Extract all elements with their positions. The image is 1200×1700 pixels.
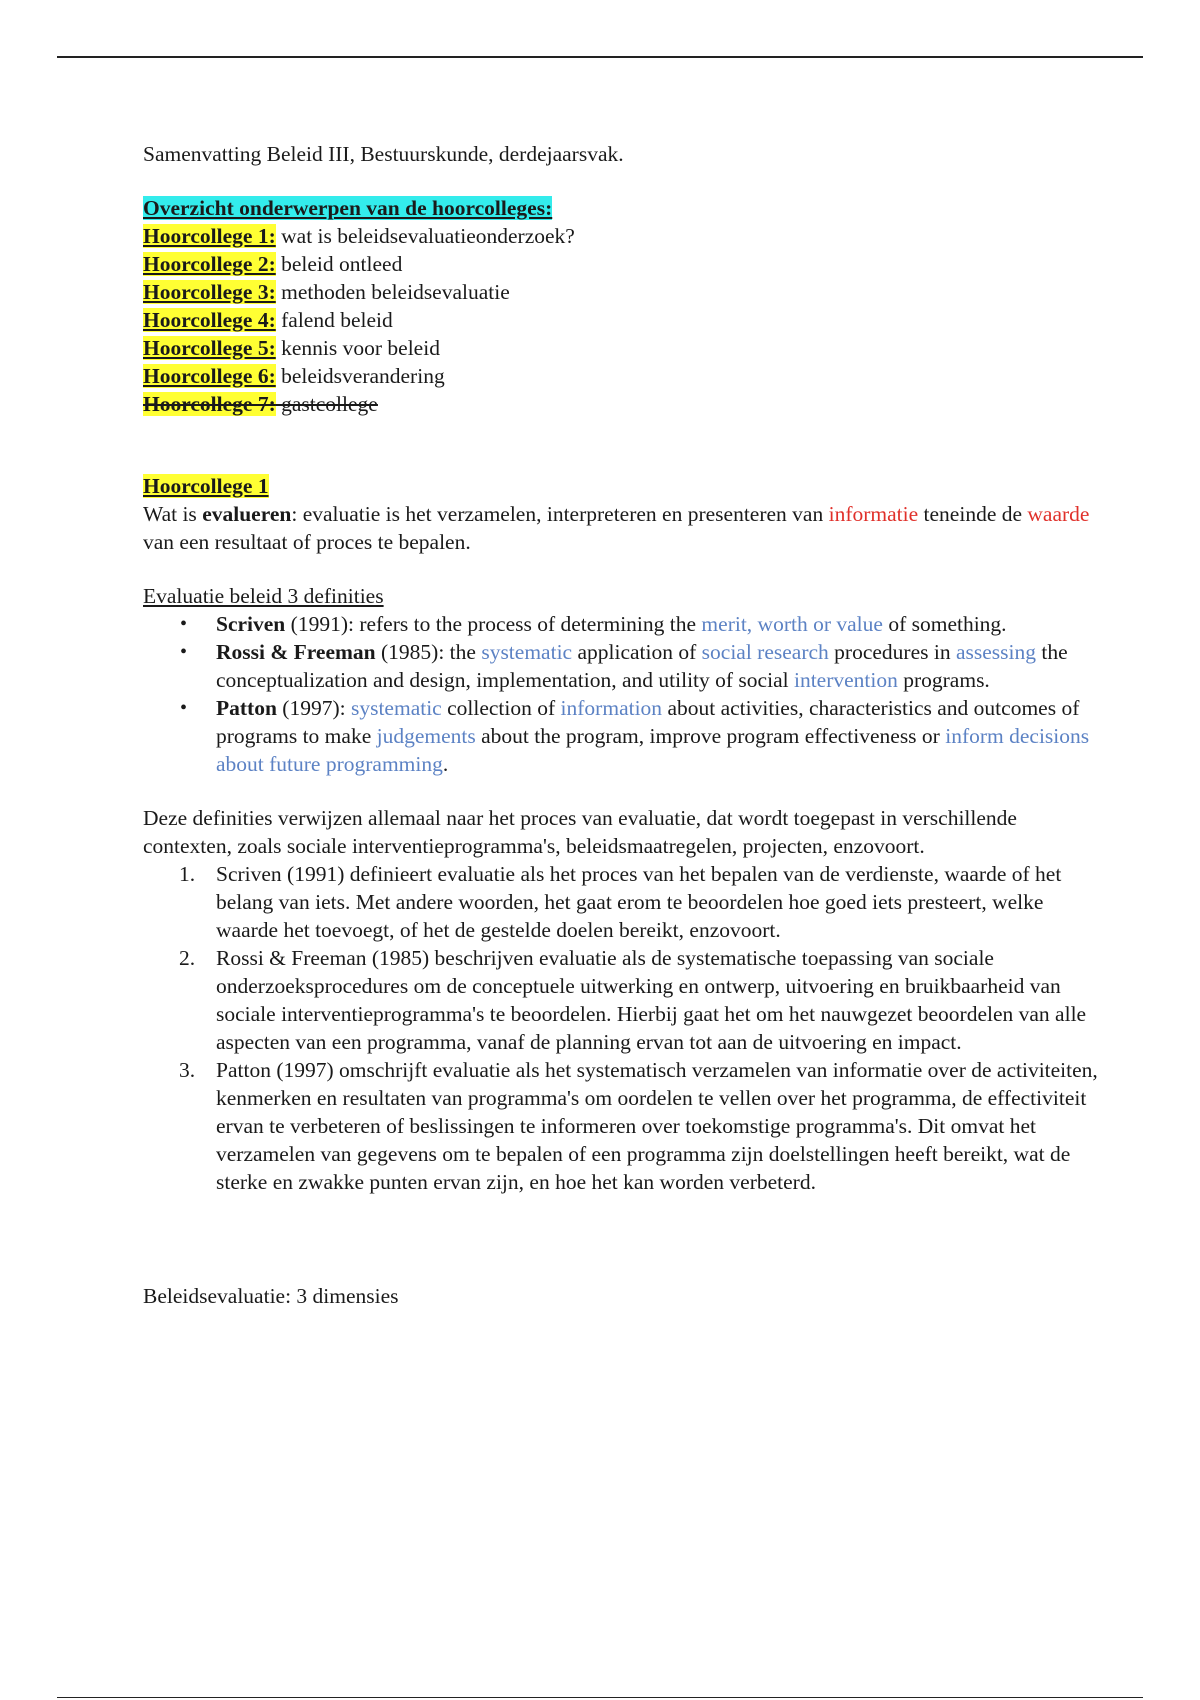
overview-item xyxy=(143,250,1103,278)
overview-item-text: wat is beleidsevaluatieonderzoek? xyxy=(275,224,575,248)
overview-item-label: Hoorcollege 1: xyxy=(143,224,276,248)
list-item-text: Rossi & Freeman (1985) beschrijven evaluatie als de systematische toepassing van sociale onderzoeksprocedures om de conceptuele uitwerking en ontwerp, uitvoering en bruikbaarheid van sociale interventieprogramma's te beoordelen. Hierbij gaat het om het nauwgezet beoordelen van alle aspecten van een programma, vanaf de planning ervan tot aan de uitvoering en impact. xyxy=(216,946,1087,1054)
def-text: procedures in xyxy=(828,640,956,664)
overview-item xyxy=(143,362,1103,390)
document-body xyxy=(143,140,1103,1310)
overview-item-text: beleidsverandering xyxy=(275,364,445,388)
definitions-heading-text: Evaluatie beleid 3 definities xyxy=(143,584,384,608)
definitions-heading xyxy=(143,582,1103,610)
overview-item xyxy=(143,334,1103,362)
list-number: 1. xyxy=(179,862,196,886)
overview-item-label: Hoorcollege 6: xyxy=(143,364,276,388)
overview-item-text: gastcollege xyxy=(275,392,378,416)
def-text: van een resultaat of proces te bepalen. xyxy=(143,530,471,554)
lecture1-heading xyxy=(143,472,1103,500)
list-item xyxy=(143,694,1103,778)
overview-item-text: methoden beleidsevaluatie xyxy=(275,280,510,304)
def-keyword: systematic xyxy=(350,696,442,720)
overview-item-text: beleid ontleed xyxy=(275,252,403,276)
overview-item-struck xyxy=(143,390,1103,418)
def-text: application of xyxy=(572,640,702,664)
overview-item-label: Hoorcollege 5: xyxy=(143,336,276,360)
dimensions-heading: Beleidsevaluatie: 3 dimensies xyxy=(143,1284,399,1308)
def-keyword: assessing xyxy=(955,640,1036,664)
def-keyword: information xyxy=(560,696,663,720)
author-name: Scriven xyxy=(216,612,286,636)
bottom-rule xyxy=(57,1697,1143,1698)
overview-item xyxy=(143,306,1103,334)
def-term: evalueren xyxy=(202,502,292,526)
definitions-list xyxy=(143,610,1103,778)
overview-item-label: Hoorcollege 4: xyxy=(143,308,276,332)
def-keyword: merit, worth or value xyxy=(701,612,883,636)
def-keyword: inform decisions about future programming xyxy=(216,724,1090,776)
def-text: the conceptualization and design, implementation, and utility of social xyxy=(216,640,1068,692)
def-keyword: systematic xyxy=(481,640,573,664)
overview-item xyxy=(143,222,1103,250)
list-item-text: Patton (1997) omschrijft evaluatie als het systematisch verzamelen van informatie over de activiteiten, kenmerken en resultaten van programma's om oordelen te vellen over het programma, de effectiviteit ervan te verbeteren of beslissingen te informeren over toekomstige programma's. Dit omvat het verzamelen van gegevens om te bepalen of een programma zijn doelstellingen heeft bereikt, wat de sterke en zwakke punten ervan zijn, en hoe het kan worden verbeterd. xyxy=(216,1058,1098,1194)
list-item-text: Scriven (1991) definieert evaluatie als het proces van het bepalen van de verdienste, waarde of het belang van iets. Met andere woorden, het gaat erom te beoordelen hoe goed iets presteert, welke waarde het toevoegt, of het de gestelde doelen bereikt, enzovoort. xyxy=(216,862,1062,942)
list-item xyxy=(143,944,1103,1056)
author-name: Patton xyxy=(216,696,277,720)
def-prefix: Wat is xyxy=(143,502,203,526)
def-keyword: informatie xyxy=(828,502,919,526)
def-text: (1985): the xyxy=(375,640,482,664)
overview-item-text: kennis voor beleid xyxy=(275,336,440,360)
top-rule xyxy=(57,56,1143,58)
def-keyword: social research xyxy=(701,640,829,664)
def-text: programs. xyxy=(897,668,990,692)
def-text: : evaluatie is het verzamelen, interpreteren en presenteren van xyxy=(291,502,829,526)
def-text: about the program, improve program effectiveness or xyxy=(475,724,946,748)
list-item xyxy=(143,860,1103,944)
document-title: Samenvatting Beleid III, Bestuurskunde, derdejaarsvak. xyxy=(143,142,624,166)
list-number: 3. xyxy=(179,1058,196,1082)
overview-item-label: Hoorcollege 7: xyxy=(143,392,276,416)
explanation-intro: Deze definities verwijzen allemaal naar het proces van evaluatie, dat wordt toegepast in verschillende contexten, zoals sociale interventieprogramma's, beleidsmaatregelen, projecten, enzovoort. xyxy=(143,806,1017,858)
author-name: Rossi & Freeman xyxy=(216,640,376,664)
lecture1-heading-text: Hoorcollege 1 xyxy=(143,474,269,498)
overview-heading xyxy=(143,194,1103,222)
def-text: (1991): refers to the process of determining the xyxy=(285,612,702,636)
def-text: collection of xyxy=(441,696,561,720)
def-text: . xyxy=(442,752,449,776)
def-text: teneinde de xyxy=(918,502,1028,526)
def-keyword: judgements xyxy=(376,724,476,748)
overview-heading-text: Overzicht onderwerpen van de hoorcolleges: xyxy=(143,196,553,220)
list-item xyxy=(143,1056,1103,1196)
lecture1-definition xyxy=(143,500,1103,556)
def-text: (1997): xyxy=(276,696,351,720)
list-item xyxy=(143,638,1103,694)
def-text: of something. xyxy=(882,612,1007,636)
overview-item-label: Hoorcollege 2: xyxy=(143,252,276,276)
explanation-list xyxy=(143,860,1103,1196)
def-text: about activities, characteristics and outcomes of programs to make xyxy=(216,696,1080,748)
overview-item xyxy=(143,278,1103,306)
overview-item-label: Hoorcollege 3: xyxy=(143,280,276,304)
list-item xyxy=(143,610,1103,638)
list-number: 2. xyxy=(179,946,196,970)
def-keyword: intervention xyxy=(793,668,898,692)
overview-item-text: falend beleid xyxy=(275,308,393,332)
def-keyword: waarde xyxy=(1027,502,1090,526)
